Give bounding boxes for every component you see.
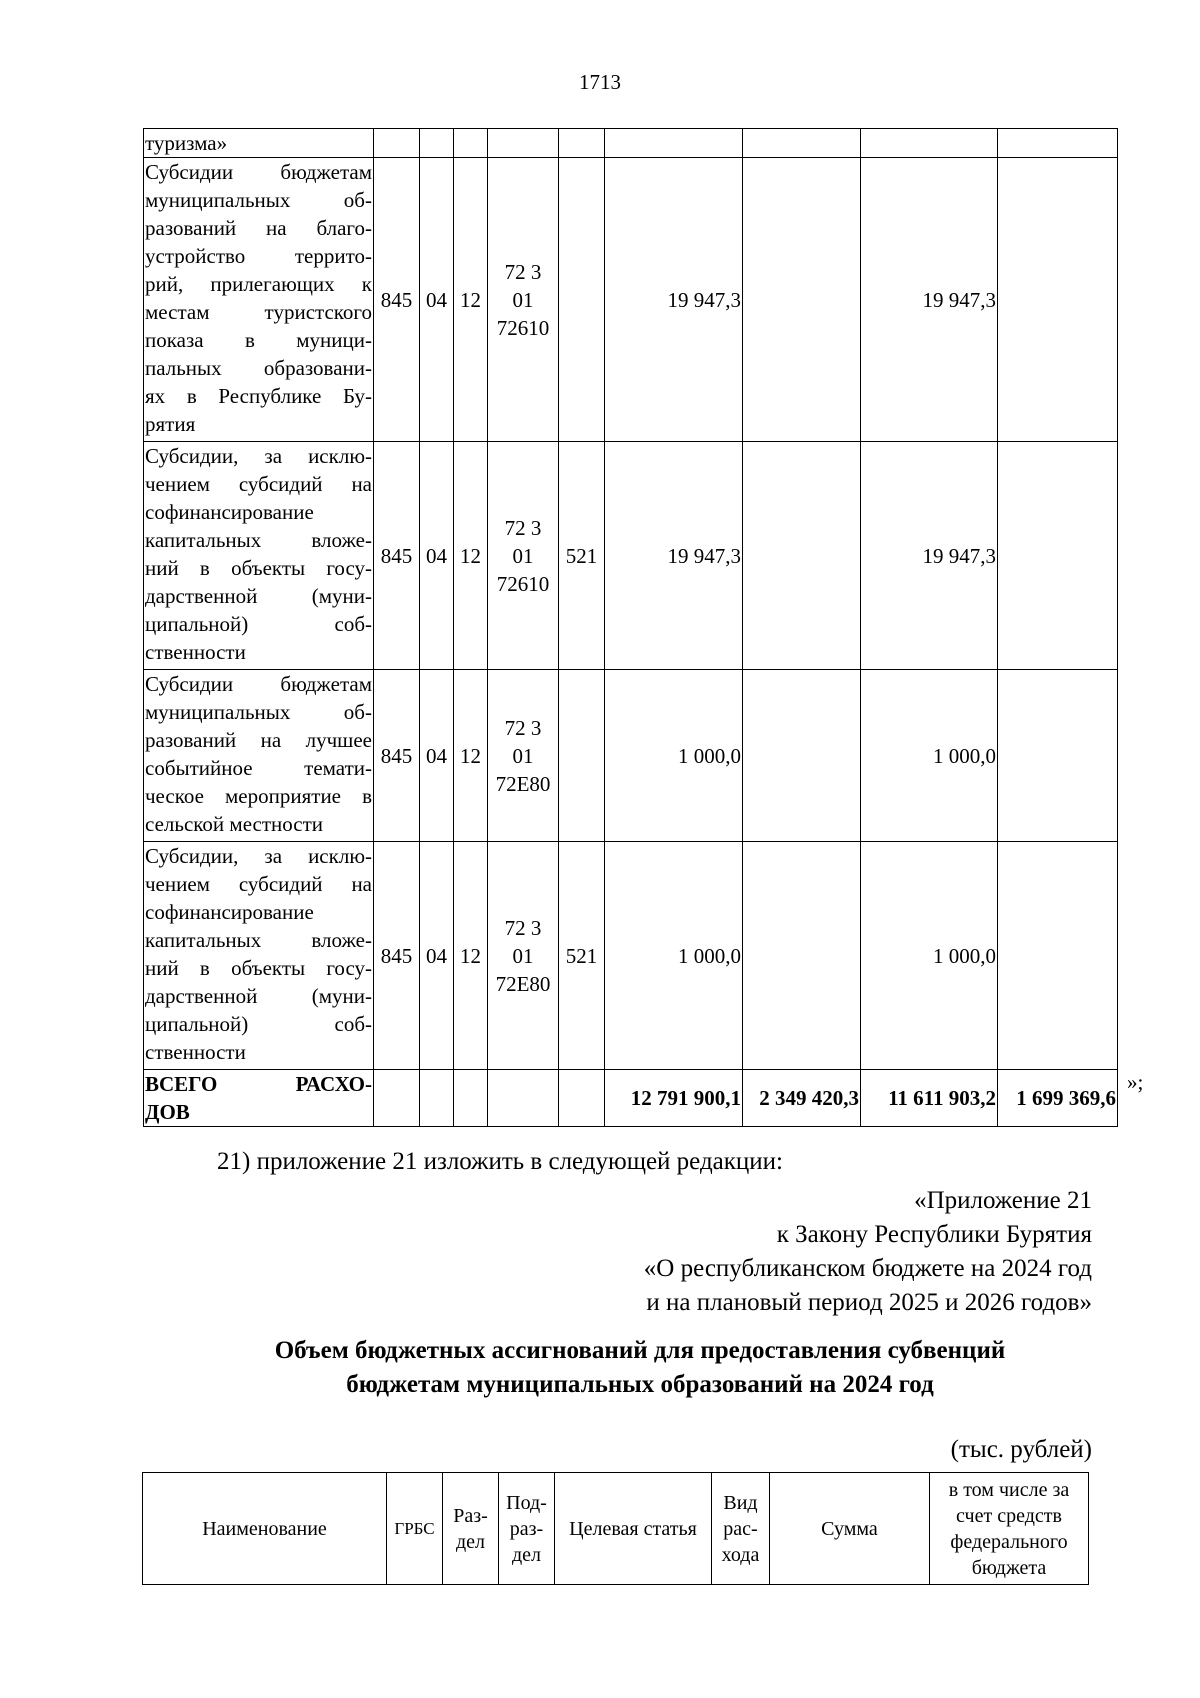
units-label: (тыс. рублей): [950, 1436, 1092, 1463]
row-sum-2025: 19 947,3: [861, 442, 998, 670]
page-number: 1713: [579, 70, 621, 94]
row-name-line: ственности: [145, 1040, 246, 1064]
header-razdel-line: Раз-: [453, 1504, 488, 1527]
total-fed-2025: 1 699 369,6: [998, 1070, 1118, 1127]
budget-table: [143, 128, 1118, 1127]
row-name-line: сельской местности: [145, 812, 324, 836]
row-target: [488, 129, 559, 158]
row-name-line: ственности: [145, 640, 246, 664]
appendix-line: к Закону Республики Бурятия: [776, 1221, 1092, 1248]
row-target-line: 01: [512, 543, 534, 568]
row-name: [144, 842, 374, 1070]
row-name-line: показа в муници-: [145, 328, 372, 352]
row-podrazdel: 12: [454, 442, 488, 670]
table-row: [144, 842, 1118, 1070]
row-fed: [743, 442, 861, 670]
header-podrazdel-line: Под-: [506, 1491, 547, 1514]
row-name-line: ципальной) соб-: [145, 612, 372, 636]
table-closing-mark: »;: [1127, 1070, 1144, 1094]
document-title: [180, 1334, 1100, 1402]
header-fed-line: бюджета: [971, 1556, 1047, 1579]
row-name-line: местам туристского: [145, 300, 372, 324]
header-target: Целевая статья: [555, 1473, 712, 1585]
table-row: [144, 670, 1118, 842]
row-target: [488, 670, 559, 842]
total-sum-2025: 11 611 903,2: [861, 1070, 998, 1127]
row-sum-2025: 1 000,0: [861, 670, 998, 842]
row-name: [144, 129, 374, 158]
row-grbs: 845: [374, 670, 420, 842]
row-name-line: туризма»: [145, 131, 228, 155]
appendix-line: и на плановый период 2025 и 2026 годов»: [646, 1289, 1092, 1316]
header-fed: [930, 1473, 1089, 1585]
row-fed-2025: [998, 129, 1118, 158]
row-razdel: 04: [420, 442, 454, 670]
row-vid: 521: [559, 442, 605, 670]
row-name-line: разований на лучшее: [145, 728, 372, 752]
row-name-line: софинансирование: [145, 500, 314, 524]
row-target-line: 72610: [496, 571, 550, 596]
row-fed-2025: [998, 842, 1118, 1070]
row-name-line: чением субсидий на: [145, 872, 372, 896]
row-sum: 1 000,0: [605, 842, 743, 1070]
row-target-line: 72610: [496, 315, 550, 340]
row-name-line: рятия: [145, 412, 196, 436]
row-name-line: рий, прилегающих к: [145, 272, 372, 296]
row-name-line: Субсидии, за исклю-: [145, 844, 372, 868]
row-fed: [743, 842, 861, 1070]
header-vid-line: рас-: [723, 1517, 758, 1540]
row-name-line: Субсидии, за исклю-: [145, 444, 372, 468]
row-vid: [559, 670, 605, 842]
row-sum-2025: 1 000,0: [861, 842, 998, 1070]
row-name-line: чением субсидий на: [145, 472, 372, 496]
row-vid: [559, 158, 605, 442]
header-vid-line: хода: [721, 1543, 760, 1566]
total-razdel: [420, 1070, 454, 1127]
row-fed: [743, 670, 861, 842]
row-name-line: устройство террито-: [145, 244, 372, 268]
total-target: [488, 1070, 559, 1127]
table-row: [144, 442, 1118, 670]
row-sum: 19 947,3: [605, 158, 743, 442]
total-row: [144, 1070, 1118, 1127]
row-fed-2025: [998, 442, 1118, 670]
amendment-paragraph: 21) приложение 21 изложить в следующей редакции:: [217, 1148, 783, 1175]
appendix-line: «Приложение 21: [914, 1187, 1092, 1214]
row-name-line: ческое мероприятие в: [145, 784, 372, 808]
header-grbs: ГРБС: [387, 1473, 443, 1585]
row-name-line: капитальных вложе-: [145, 928, 372, 952]
header-podrazdel-line: раз-: [509, 1517, 544, 1540]
row-target-line: 01: [512, 743, 534, 768]
row-fed-2025: [998, 158, 1118, 442]
header-podrazdel-line: дел: [511, 1543, 542, 1566]
header-fed-line: в том числе за: [948, 1478, 1070, 1501]
total-grbs: [374, 1070, 420, 1127]
row-name-line: муниципальных об-: [145, 700, 372, 724]
row-name-line: капитальных вложе-: [145, 528, 372, 552]
total-label-line: ВСЕГО РАСХО-: [145, 1072, 372, 1096]
total-label: [144, 1070, 374, 1127]
row-fed-2025: [998, 670, 1118, 842]
row-target-line: 72 3: [504, 715, 542, 740]
row-name-line: Субсидии бюджетам: [145, 672, 372, 696]
header-podrazdel: [499, 1473, 555, 1585]
row-grbs: 845: [374, 158, 420, 442]
title-line: Объем бюджетных ассигнований для предоставления субвенций: [274, 1337, 1006, 1364]
row-sum-2025: [861, 129, 998, 158]
row-razdel: 04: [420, 670, 454, 842]
appendix-reference: [644, 1184, 1092, 1320]
table-row: [144, 158, 1118, 442]
row-target-line: 01: [512, 287, 534, 312]
header-sum: Сумма: [770, 1473, 930, 1585]
header-razdel: [443, 1473, 499, 1585]
row-name-line: муниципальных об-: [145, 188, 372, 212]
row-podrazdel: 12: [454, 158, 488, 442]
row-razdel: 04: [420, 158, 454, 442]
row-name-line: дарственной (муни-: [145, 984, 372, 1008]
row-name-line: пальных образовани-: [145, 356, 372, 380]
row-name: [144, 158, 374, 442]
row-sum: [605, 129, 743, 158]
row-grbs: 845: [374, 842, 420, 1070]
row-target-line: 72Е80: [495, 971, 551, 996]
row-name-line: софинансирование: [145, 900, 314, 924]
header-razdel-line: дел: [455, 1530, 486, 1553]
row-name-line: ний в объекты госу-: [145, 956, 372, 980]
row-name-line: Субсидии бюджетам: [145, 160, 372, 184]
row-sum: 1 000,0: [605, 670, 743, 842]
row-name: [144, 442, 374, 670]
row-target-line: 72 3: [504, 515, 542, 540]
header-name: Наименование: [143, 1473, 387, 1585]
row-name-line: событийное темати-: [145, 756, 372, 780]
title-line: бюджетам муниципальных образований на 2024 год: [346, 1371, 934, 1398]
row-razdel: 04: [420, 842, 454, 1070]
row-fed: [743, 158, 861, 442]
header-fed-line: федерального: [950, 1530, 1068, 1553]
table-row: [144, 129, 1118, 158]
row-target-line: 72Е80: [495, 771, 551, 796]
total-sum: 12 791 900,1: [605, 1070, 743, 1127]
row-name-line: ний в объекты госу-: [145, 556, 372, 580]
total-label-line: ДОВ: [145, 1100, 190, 1124]
row-target-line: 72 3: [504, 259, 542, 284]
row-name-line: разований на благо-: [145, 216, 372, 240]
row-target-line: 01: [512, 943, 534, 968]
row-target-line: 72 3: [504, 915, 542, 940]
row-grbs: 845: [374, 442, 420, 670]
row-target: [488, 158, 559, 442]
row-podrazdel: 12: [454, 842, 488, 1070]
row-sum-2025: 19 947,3: [861, 158, 998, 442]
subventions-table-header: [142, 1472, 1089, 1585]
row-grbs: [374, 129, 420, 158]
row-razdel: [420, 129, 454, 158]
header-vid-line: Вид: [723, 1491, 758, 1514]
header-vid: [712, 1473, 770, 1585]
total-fed: 2 349 420,3: [743, 1070, 861, 1127]
total-podrazdel: [454, 1070, 488, 1127]
row-vid: [559, 129, 605, 158]
row-name-line: дарственной (муни-: [145, 584, 372, 608]
row-name: [144, 670, 374, 842]
row-vid: 521: [559, 842, 605, 1070]
row-podrazdel: 12: [454, 670, 488, 842]
header-fed-line: счет средств: [956, 1504, 1062, 1527]
row-name-line: ципальной) соб-: [145, 1012, 372, 1036]
row-podrazdel: [454, 129, 488, 158]
row-fed: [743, 129, 861, 158]
row-target: [488, 442, 559, 670]
total-vid: [559, 1070, 605, 1127]
appendix-line: «О республиканском бюджете на 2024 год: [643, 1255, 1092, 1282]
row-name-line: ях в Республике Бу-: [145, 384, 372, 408]
row-target: [488, 842, 559, 1070]
row-sum: 19 947,3: [605, 442, 743, 670]
